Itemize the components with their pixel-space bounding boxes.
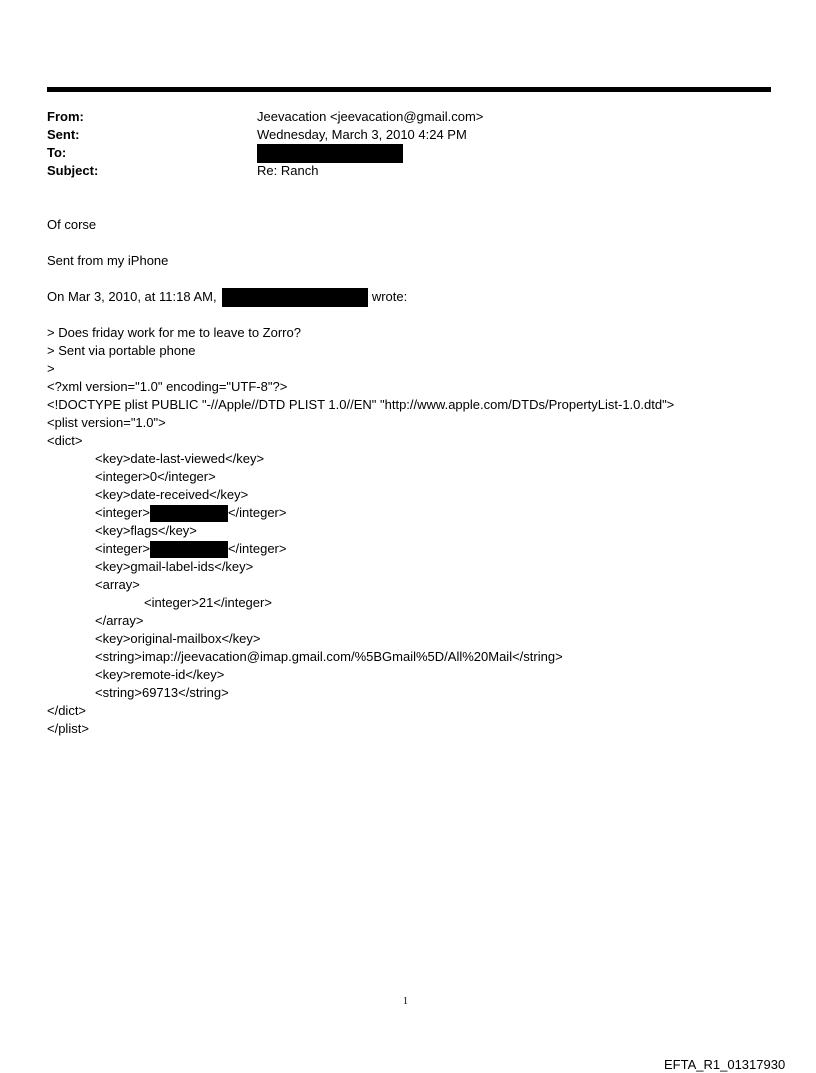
xml-string-line: <string>imap://jeevacation@imap.gmail.com/%5BGmail%5D/All%20Mail</string> [95, 649, 563, 664]
xml-integer-line: <integer>0</integer> [95, 469, 216, 484]
plist-close: </plist> [47, 721, 89, 736]
page-number: 1 [403, 996, 408, 1007]
signature-text: Sent from my iPhone [47, 253, 169, 268]
xml-key-line: <key>date-last-viewed</key> [95, 451, 265, 466]
quoted-line: > [47, 361, 55, 376]
plist-open: <plist version="1.0"> [47, 415, 166, 430]
document-id: EFTA_R1_01317930 [664, 1057, 786, 1072]
dict-close: </dict> [47, 703, 87, 718]
header-rule [47, 87, 771, 92]
from-value: Jeevacation <jeevacation@gmail.com> [257, 109, 484, 124]
xml-key-line: <key>gmail-label-ids</key> [95, 559, 254, 574]
attribution-prefix: On Mar 3, 2010, at 11:18 AM, [47, 289, 217, 304]
subject-value: Re: Ranch [257, 163, 319, 178]
xml-key-line: <key>flags</key> [95, 523, 197, 538]
quoted-line: > Does friday work for me to leave to Zorro? [47, 325, 301, 340]
xml-key-line: <key>remote-id</key> [95, 667, 225, 682]
subject-label: Subject: [47, 163, 99, 178]
xml-integer-line: <integer>21</integer> [144, 595, 272, 610]
integer-open-tag: <integer> [95, 505, 150, 520]
to-redaction [257, 144, 403, 163]
integer-open-tag: <integer> [95, 541, 150, 556]
integer-close-tag: </integer> [227, 505, 287, 520]
redaction-box [150, 505, 228, 522]
from-label: From: [47, 109, 84, 124]
xml-doctype: <!DOCTYPE plist PUBLIC "-//Apple//DTD PLIST 1.0//EN" "http://www.apple.com/DTDs/PropertyList-1.0.dtd"> [47, 397, 675, 412]
dict-open: <dict> [47, 433, 83, 448]
xml-key-line: <key>original-mailbox</key> [95, 631, 261, 646]
array-open: <array> [95, 577, 140, 592]
sent-label: Sent: [47, 127, 80, 142]
xml-string-line: <string>69713</string> [95, 685, 229, 700]
xml-integer-redacted-line [95, 504, 286, 522]
xml-declaration: <?xml version="1.0" encoding="UTF-8"?> [47, 379, 288, 394]
array-close: </array> [95, 613, 144, 628]
attribution-suffix: wrote: [371, 289, 408, 304]
to-label: To: [47, 145, 67, 160]
redaction-box [222, 288, 368, 307]
redaction-box [257, 144, 403, 163]
attribution-line [47, 288, 407, 307]
integer-close-tag: </integer> [227, 541, 287, 556]
xml-integer-redacted-line [95, 540, 286, 558]
sent-value: Wednesday, March 3, 2010 4:24 PM [257, 127, 467, 142]
reply-text: Of corse [47, 217, 97, 232]
xml-key-line: <key>date-received</key> [95, 487, 249, 502]
redaction-box [150, 541, 228, 558]
quoted-line: > Sent via portable phone [47, 343, 196, 358]
